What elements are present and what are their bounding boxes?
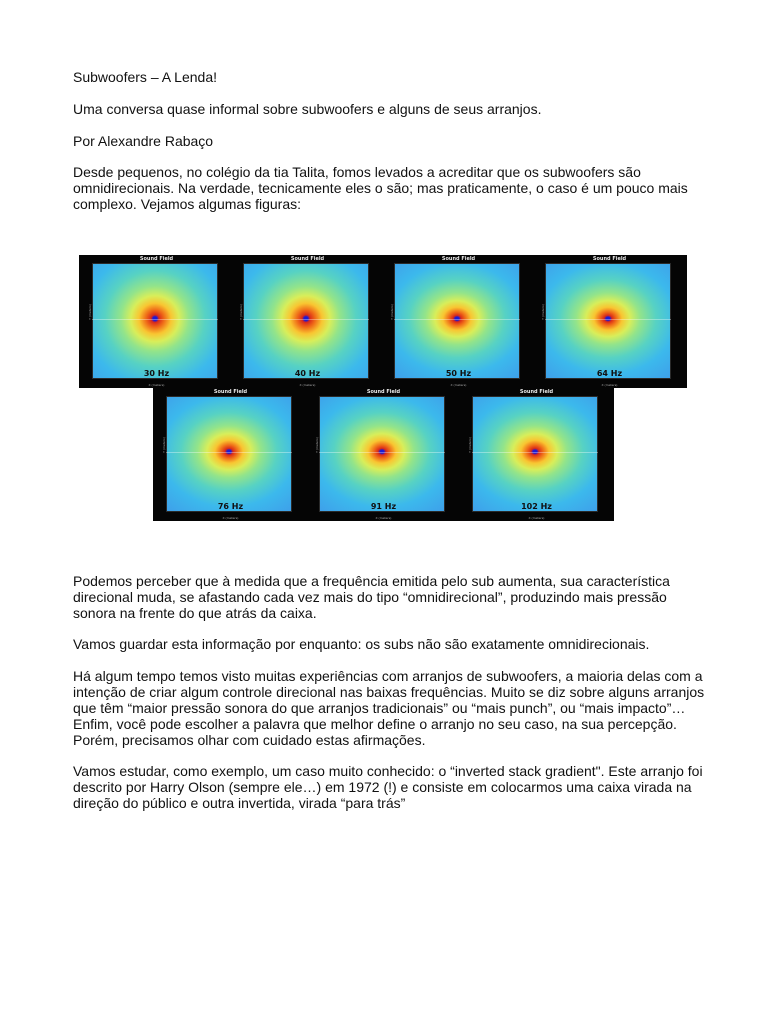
panel-x-axis-label: X (meters) [375,516,392,520]
frequency-label: 91 Hz [370,502,397,511]
sound-field-panel [79,255,234,388]
panel-x-axis-label: X (meters) [528,516,545,520]
panel-title: Sound Field [139,256,174,262]
document-subtitle: Uma conversa quase informal sobre subwoofers e alguns de seus arranjos. [73,101,542,117]
panel-x-axis-label: X (meters) [148,383,165,387]
sound-field-panel [306,388,461,521]
body-paragraph: Há algum tempo temos visto muitas experiências com arranjos de subwoofers, a maioria delas com a intenção de criar algum controle direcional nas baixas frequências. Muito se diz sobre alguns arranjos que têm “maior pressão sonora do que arranjos tradicionais” ou “mais punch”, ou “mais impacto”… Enfim, você pode escolher a palavra que melhor define o arranjo no seu caso, na sua percepção. Porém, precisamos olhar com cuidado estas afirmações. [73,668,705,748]
panel-y-axis-label: Y (meters) [467,437,472,453]
body-paragraph: Podemos perceber que à medida que a frequência emitida pelo sub aumenta, sua característica direcional muda, se afastando cada vez mais do tipo “omnidirecional”, produzindo mais pressão sonora na frente do que atrás da caixa. [73,573,670,621]
panel-title: Sound Field [366,389,401,395]
intro-paragraph: Desde pequenos, no colégio da tia Talita, fomos levados a acreditar que os subwoofers são omnidirecionais. Na verdade, tecnicamente eles o são; mas praticamente, o caso é um pouco mais complexo. Vejamos algumas figuras: [73,164,688,212]
frequency-label: 30 Hz [143,369,170,378]
frequency-label: 102 Hz [521,502,552,511]
panel-y-axis-label: Y (meters) [540,304,545,320]
document-title: Subwoofers – A Lenda! [73,69,217,85]
sound-field-panel [153,388,308,521]
body-paragraph: Vamos guardar esta informação por enquanto: os subs não são exatamente omnidirecionais. [73,636,650,652]
sound-field-heatmap [394,263,520,379]
sound-field-heatmap [472,396,598,512]
panel-y-axis-label: Y (meters) [238,304,243,320]
panel-y-axis-label: Y (meters) [314,437,319,453]
sound-field-panel [230,255,385,388]
sound-field-panel [381,255,536,388]
body-paragraph: Vamos estudar, como exemplo, um caso muito conhecido: o “inverted stack gradient". Este arranjo foi descrito por Harry Olson (sempre ele…) em 1972 (!) e consiste em colocarmos uma caixa virada na direção do público e outra invertida, virada “para trás” [73,763,703,811]
panel-x-axis-label: X (meters) [450,383,467,387]
panel-title: Sound Field [519,389,554,395]
panel-x-axis-label: X (meters) [222,516,239,520]
panel-y-axis-label: Y (meters) [87,304,92,320]
sound-field-heatmap [545,263,671,379]
sound-field-panel [532,255,687,388]
panel-x-axis-label: X (meters) [299,383,316,387]
sound-field-heatmap [319,396,445,512]
sound-field-heatmap [92,263,218,379]
sound-field-heatmap [166,396,292,512]
panel-x-axis-label: X (meters) [601,383,618,387]
panel-title: Sound Field [592,256,627,262]
panel-title: Sound Field [290,256,325,262]
panel-y-axis-label: Y (meters) [161,437,166,453]
sound-field-heatmap [243,263,369,379]
panel-title: Sound Field [441,256,476,262]
document-byline: Por Alexandre Rabaço [73,133,214,149]
frequency-label: 50 Hz [445,369,472,378]
panel-title: Sound Field [213,389,248,395]
frequency-label: 64 Hz [596,369,623,378]
frequency-label: 40 Hz [294,369,321,378]
frequency-label: 76 Hz [217,502,244,511]
sound-field-panel [459,388,614,521]
panel-y-axis-label: Y (meters) [389,304,394,320]
